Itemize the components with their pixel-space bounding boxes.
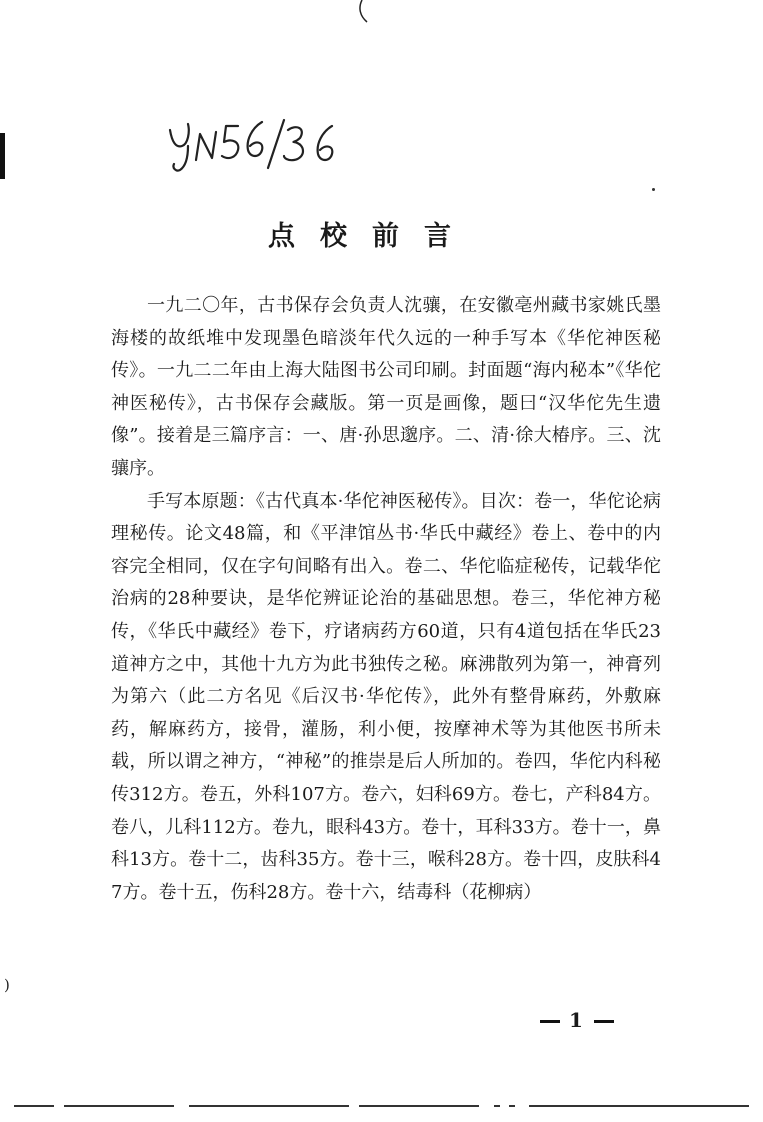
scan-footer-line [14,1104,749,1108]
page-number-dash [594,1020,614,1023]
scan-mark-top [356,0,370,24]
page-number [540,1008,614,1032]
paragraph: 手写本原题：《古代真本·华佗神医秘传》。目次：卷一，华佗论病理秘传。论文48篇，和《平津馆丛书·华氏中藏经》卷上、卷中的内容完全相同，仅在字句间略有出入。卷二、华佗临症秘传，记载华佗治病的28种要诀，是华佗辨证论治的基础思想。卷三，华佗神方秘传，《华氏中藏经》卷下，疗诸病药方60道，只有4道包括在华氏23道神方之中，其他十九方为此书独传之秘。麻沸散列为第一，神膏列为第六（此二方名见《后汉书·华佗传》，此外有整骨麻药，外敷麻药，解麻药方，接骨，灌肠，利小便，按摩神术等为其他医书所未载，所以谓之神方，“神秘”的推崇是后人所加的。卷四，华佗内科秘传312方。卷五，外科107方。卷六，妇科69方。卷七，产科84方。卷八，儿科112方。卷九，眼科43方。卷十，耳科33方。卷十一，鼻科13方。卷十二，齿科35方。卷十三，喉科28方。卷十四，皮肤科47方。卷十五，伤科28方。卷十六，结毒科（花柳病） [111,490,661,903]
page-number-dash [540,1020,560,1023]
paragraph: 一九二〇年，古书保存会负责人沈骧，在安徽亳州藏书家姚氏墨海楼的故纸堆中发现墨色暗淡年代久远的一种手写本《华佗神医秘传》。一九二二年由上海大陆图书公司印刷。封面题“海内秘本”《华佗神医秘传》，古书保存会藏版。第一页是画像，题曰“汉华佗先生遗像”。接着是三篇序言：一、唐·孙思邈序。二、清·徐大椿序。三、沈骧序。 [111,295,661,479]
handwritten-catalog-number [166,116,346,174]
page-number-value: 1 [568,1008,585,1032]
scan-speck [652,188,655,191]
page-title: 点校前言 [268,221,476,253]
margin-mark: ) [4,976,10,994]
scan-edge-bar [0,133,5,179]
body-text [111,290,661,909]
